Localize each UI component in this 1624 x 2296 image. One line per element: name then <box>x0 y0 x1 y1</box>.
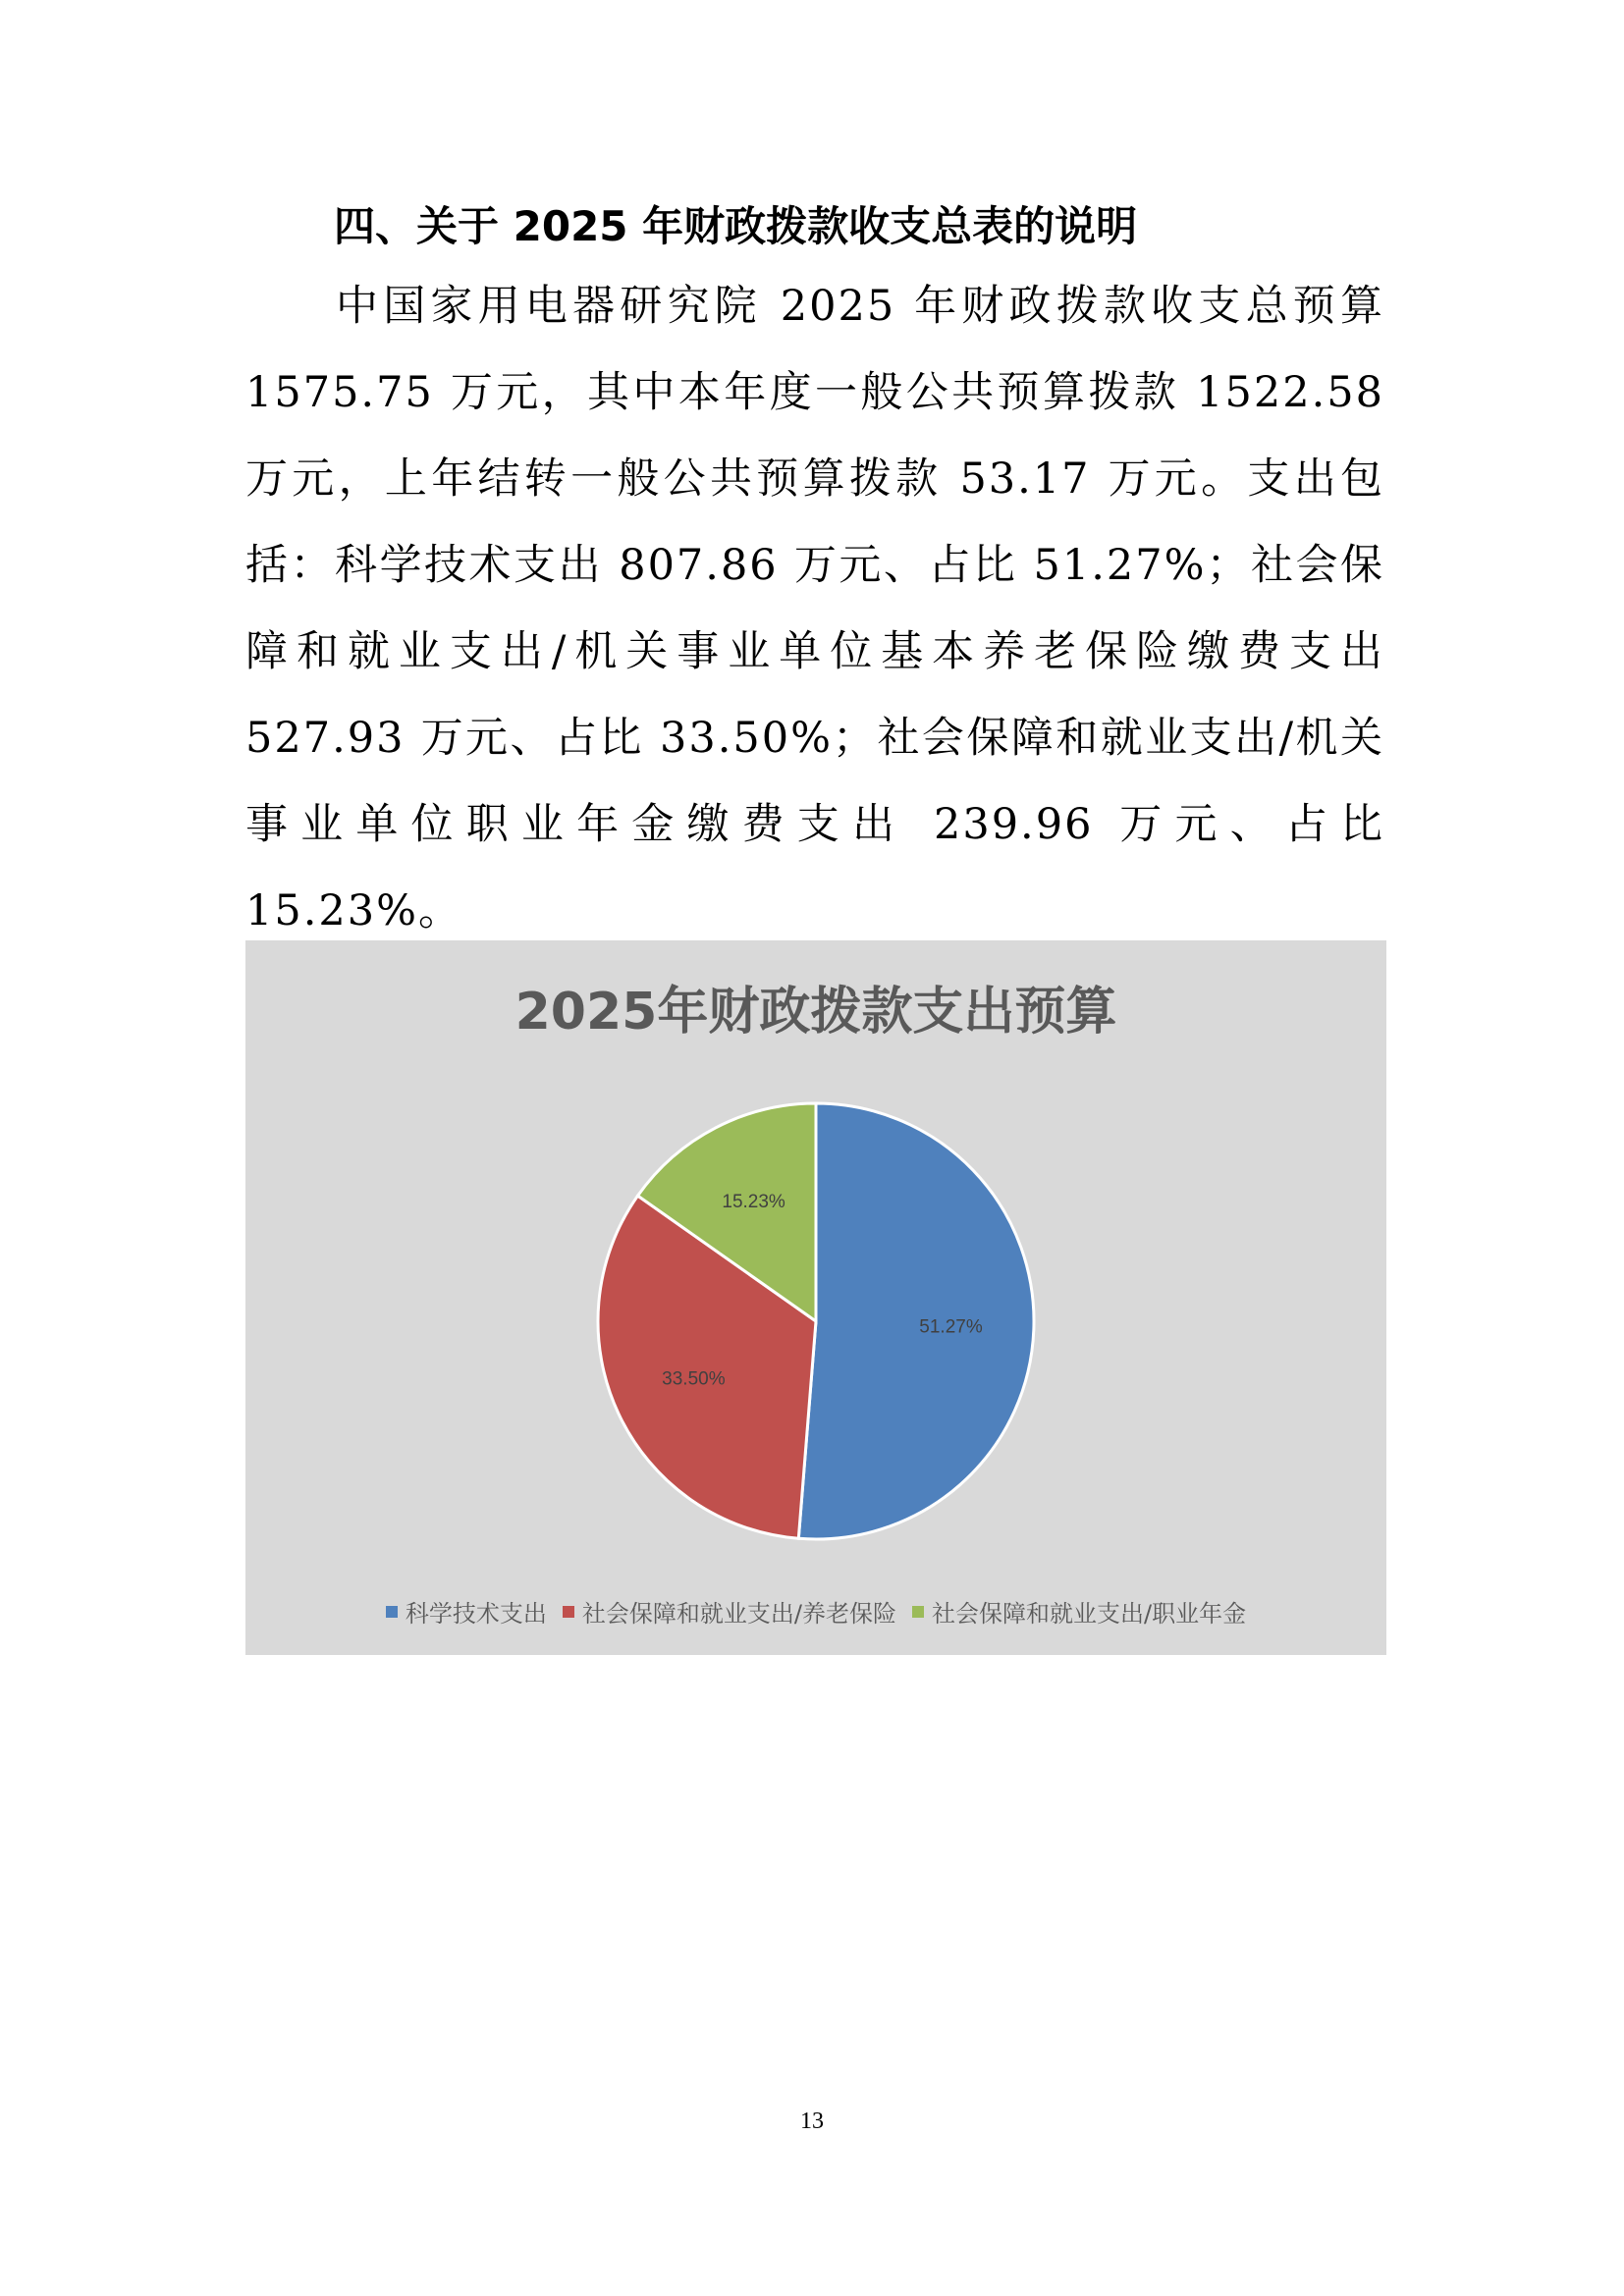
legend-swatch-pension <box>563 1606 574 1618</box>
slice-label-annuity: 15.23% <box>722 1191 785 1212</box>
slice-label-pension: 33.50% <box>662 1368 726 1390</box>
chart-title: 2025年财政拨款支出预算 <box>514 983 1117 1041</box>
chart-legend <box>245 1594 1386 1629</box>
pie-chart-canvas <box>245 940 1386 1655</box>
legend-item-pension <box>563 1594 896 1629</box>
section-heading: 四、关于 2025 年财政拨款收支总表的说明 <box>334 202 1138 250</box>
legend-label-science: 科学技术支出 <box>405 1600 547 1628</box>
legend-swatch-science <box>386 1606 398 1618</box>
pie-slice-science <box>798 1103 1034 1539</box>
legend-swatch-annuity <box>912 1606 924 1618</box>
legend-item-annuity <box>912 1594 1246 1629</box>
slice-label-science: 51.27% <box>919 1316 983 1338</box>
page-number: 13 <box>800 2109 824 2134</box>
pie-chart <box>245 940 1386 1655</box>
legend-item-science <box>386 1594 547 1629</box>
legend-label-annuity: 社会保障和就业支出/职业年金 <box>932 1600 1247 1628</box>
body-paragraph: 中国家用电器研究院 2025 年财政拨款收支总预算 1575.75 万元，其中本年度一般公共预算拨款 1522.58 万元，上年结转一般公共预算拨款 53.17 万元。支出包括：科学技术支出 807.86 万元、占比 51.27%；社会保障和就业支出/机关事业单位基本养老保险缴费支出 527.93 万元、占比 33.50%；社会保障和就业支出/机关事业单位职业年金缴费支出 239.96 万元、占比 15.23%。 <box>245 282 1384 935</box>
legend-label-pension: 社会保障和就业支出/养老保险 <box>581 1600 896 1628</box>
